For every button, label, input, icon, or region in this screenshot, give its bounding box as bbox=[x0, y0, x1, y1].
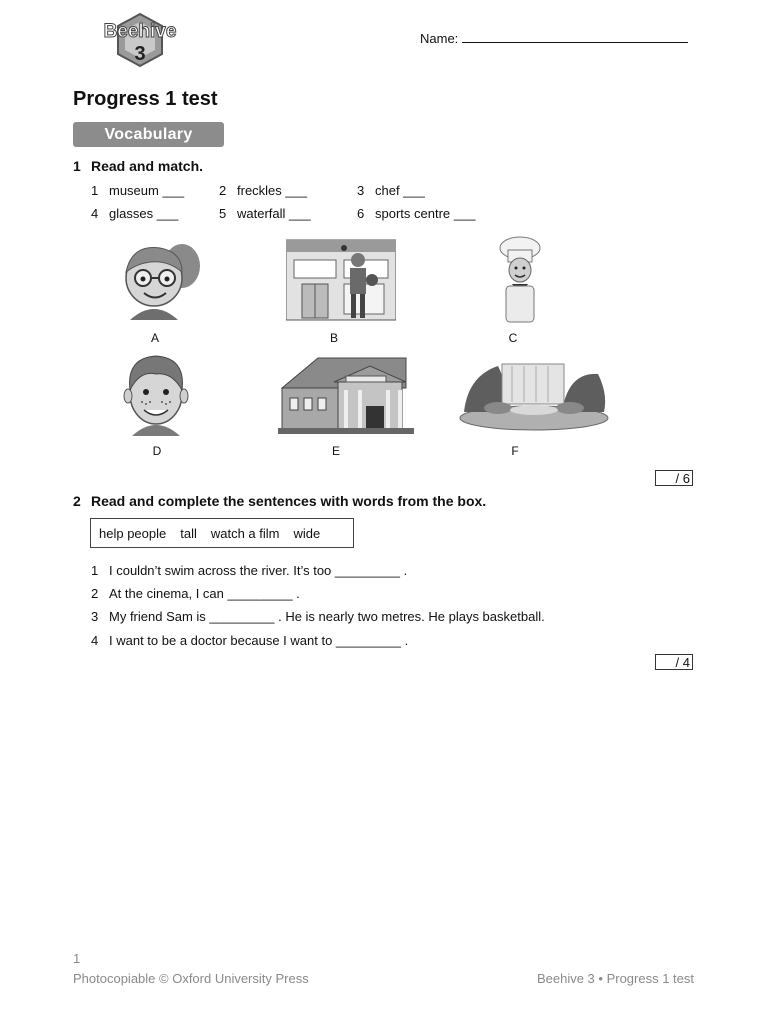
picture-label-e: E bbox=[331, 444, 340, 458]
page-title: Progress 1 test bbox=[73, 88, 218, 110]
q2-instruction: Read and complete the sentences with words from the box. bbox=[91, 493, 487, 509]
girl-with-glasses-icon bbox=[110, 238, 220, 322]
picture-label-d: D bbox=[152, 444, 162, 458]
q1-item: 4 glasses ___ bbox=[91, 206, 179, 221]
q1-instruction: Read and match. bbox=[91, 158, 204, 174]
q2-number: 2 bbox=[73, 493, 81, 509]
q2-score-box: / 4 bbox=[655, 654, 693, 670]
chef-icon bbox=[480, 236, 590, 320]
box-word: tall bbox=[180, 525, 197, 541]
picture-label-b: B bbox=[329, 331, 338, 345]
q1-number: 1 bbox=[73, 158, 81, 174]
q1-item: 2 freckles ___ bbox=[219, 183, 308, 198]
page-number: 1 bbox=[73, 951, 81, 966]
q1-item: 3 chef ___ bbox=[357, 183, 425, 198]
name-blank[interactable] bbox=[462, 30, 688, 43]
q1-heading bbox=[73, 158, 203, 174]
q2-sentence: 4 I want to be a doctor because I want to _________ . bbox=[91, 633, 409, 648]
q2-sentence: 1 I couldn’t swim across the river. It’s too _________ . bbox=[91, 563, 408, 578]
book-footer: Beehive 3 • Progress 1 test bbox=[536, 971, 694, 986]
picture-label-f: F bbox=[511, 444, 519, 458]
name-label: Name: bbox=[420, 31, 459, 46]
museum-building-icon bbox=[278, 352, 388, 436]
box-word: watch a film bbox=[210, 525, 280, 541]
q2-sentence: 3 My friend Sam is _________ . He is nearly two metres. He plays basketball. bbox=[91, 609, 545, 624]
copyright-footer: Photocopiable © Oxford University Press bbox=[73, 971, 309, 986]
word-box bbox=[90, 518, 354, 548]
q2-heading bbox=[73, 493, 486, 509]
box-word: wide bbox=[293, 525, 321, 541]
picture-label-a: A bbox=[150, 331, 159, 345]
boy-with-freckles-icon bbox=[110, 350, 220, 434]
sports-centre-icon bbox=[286, 238, 396, 322]
picture-label-c: C bbox=[508, 331, 518, 345]
q1-item: 5 waterfall ___ bbox=[219, 206, 311, 221]
section-heading: Vocabulary bbox=[73, 122, 224, 147]
q1-item: 6 sports centre ___ bbox=[357, 206, 476, 221]
beehive-logo bbox=[86, 8, 194, 74]
logo-level: 3 bbox=[134, 43, 146, 65]
q2-sentence: 2 At the cinema, I can _________ . bbox=[91, 586, 300, 601]
waterfall-icon bbox=[458, 356, 568, 440]
q1-item: 1 museum ___ bbox=[91, 183, 185, 198]
box-word: help people bbox=[99, 525, 167, 541]
name-field[interactable] bbox=[420, 30, 688, 46]
q1-score-box: / 6 bbox=[655, 470, 693, 486]
logo-text: Beehive bbox=[103, 21, 177, 42]
